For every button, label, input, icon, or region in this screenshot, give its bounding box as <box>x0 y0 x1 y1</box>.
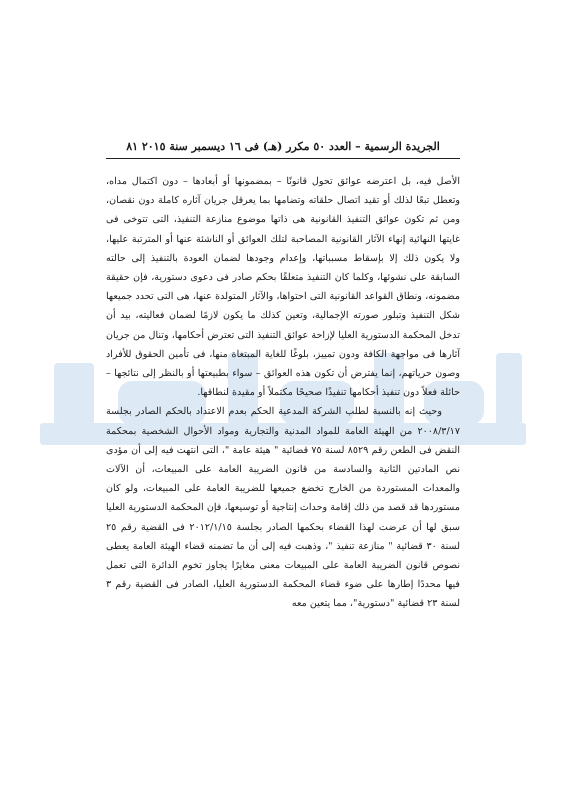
document-body <box>106 172 460 614</box>
body-paragraph-1: الأصل فيه، بل اعترضه عوائق تحول قانونًا – بمضمونها أو أبعادها – دون اكتمال مداه، وتعطل تبعًا لذلك أو تقيد اتصال حلقاته وتضامها بما يعرقل جريان آثاره كاملة دون نقصان، ومن ثم تكون عوائق التنفيذ القانونية هى ذاتها موضوع منازعة التنفيذ، التى تتوخى فى غايتها النهائية إنهاء الآثار القانونية المصاحبة لتلك العوائق أو الناشئة عنها أو المترتبة عليها، ولا يكون ذلك إلا بإسقاط مسبباتها، وإعدام وجودها لضمان العودة بالتنفيذ إلى حالته السابقة على نشوئها، وكلما كان التنفيذ متعلقًا بحكم صادر فى دعوى دستورية، فإن حقيقة مضمونه، ونطاق القواعد القانونية التى احتواها، والآثار المتولدة عنها، هى التى تحدد جميعها شكل التنفيذ وتبلور صورته الإجمالية، وتعين كذلك ما يكون لازمًا لضمان فعاليته، بيد أن تدخل المحكمة الدستورية العليا لإزاحة عوائق التنفيذ التى تعترض أحكامها، وتنال من جريان آثارها فى مواجهة الكافة ودون تمييز، بلوغًا للغاية المبتغاة منها، فى تأمين الحقوق للأفراد وصون حرياتهم، إنما يفترض أن تكون هذه العوائق – سواء بطبيعتها أو بالنظر إلى نتائجها – حائلة فعلاً دون تنفيذ أحكامها تنفيذًا صحيحًا مكتملاً أو مقيدة لنطاقها. <box>106 176 460 399</box>
gazette-header-text: الجريدة الرسمية – العدد ٥٠ مكرر (هـ) فى ١٦ ديسمبر سنة ٢٠١٥ ٨١ <box>126 140 440 153</box>
body-paragraph-2: وحيث إنه بالنسبة لطلب الشركة المدعية الحكم بعدم الاعتداد بالحكم الصادر بجلسة ٢٠٠٨/٣/١٧ من الهيئة العامة للمواد المدنية والتجارية ومواد الأحوال الشخصية بمحكمة النقض فى الطعن رقم ٨٥٢٩ لسنة ٧٥ قضائية " هيئة عامة "، التى انتهت فيه إلى أن مؤدى نص المادتين الثانية والسادسة من قانون الضريبة العامة على المبيعات، أن الآلات والمعدات المستوردة من الخارج تخضع جميعها للضريبة العامة على المبيعات، ولو كان مستوردها قد قصد من ذلك إقامة وحدات إنتاجية أو توسيعها، فإن المحكمة الدستورية العليا سبق لها أن عرضت لهذا القضاء بحكمها الصادر بجلسة ٢٠١٢/١/١٥ فى القضية رقم ٢٥ لسنة ٣٠ قضائية " منازعة تنفيذ "، وذهبت فيه إلى أن ما تضمنه قضاء الهيئة العامة يعطى نصوص قانون الضريبة العامة على المبيعات معنى مغايرًا يجاوز تخوم الدائرة التى تعمل فيها محددًا إطارها على ضوء قضاء المحكمة الدستورية العليا، الصادر فى القضية رقم ٣ لسنة ٢٣ قضائية "دستورية"، مما يتعين معه <box>106 406 461 610</box>
header-divider <box>106 158 460 159</box>
page-header <box>106 136 460 158</box>
